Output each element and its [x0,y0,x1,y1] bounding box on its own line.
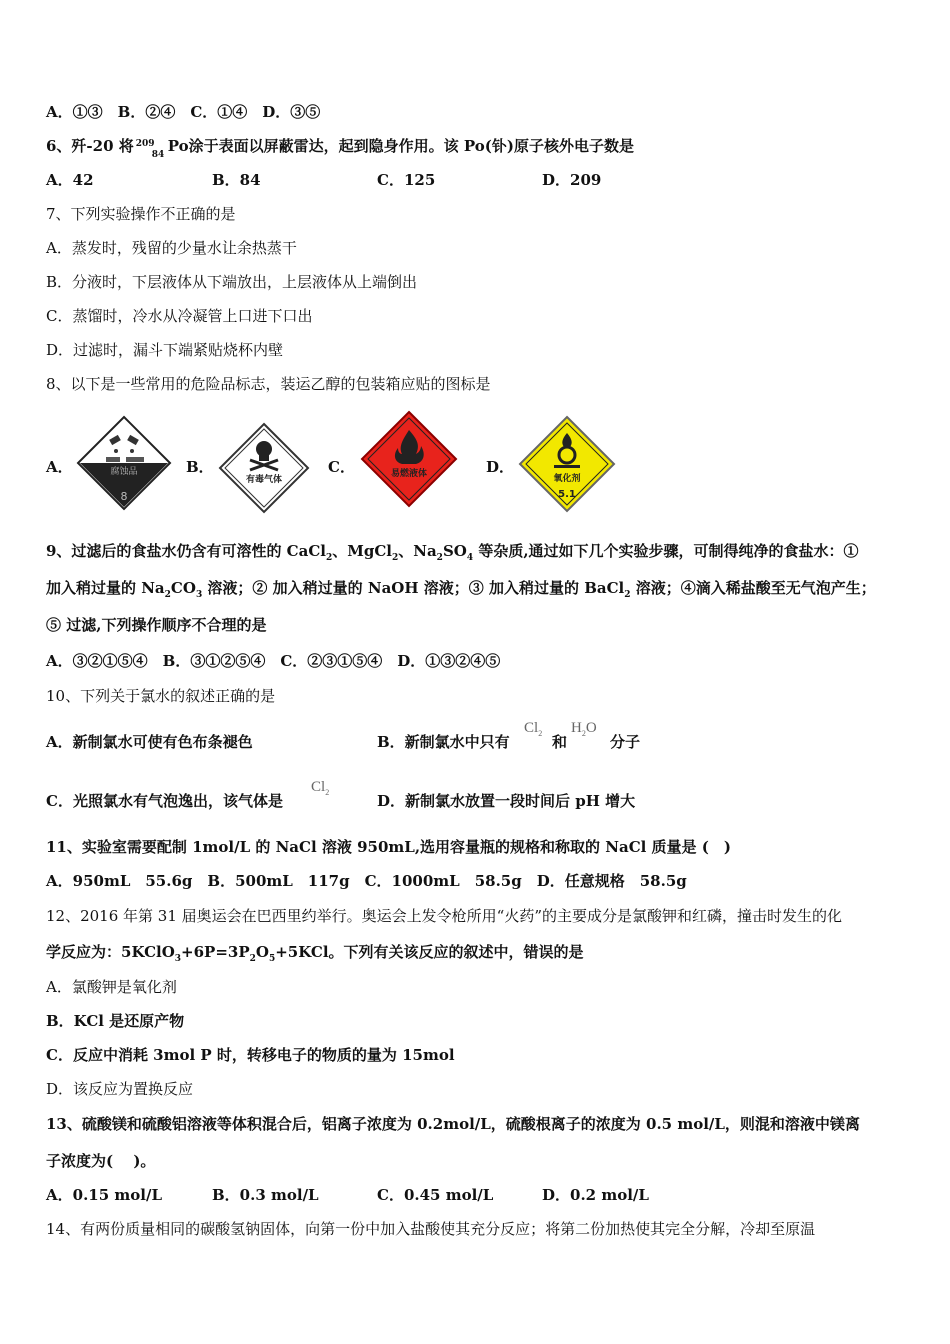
q6-prefix: 6、歼-20 将 [46,137,134,155]
q13-option-a: A．0.15 mol/L [46,1186,162,1204]
q9-options: A．③②①⑤④ B．③①②⑤④ C．②③①⑤④ D．①③②④⑤ [46,652,501,670]
q11-options: A．950mL 55.6g B．500mL 117g C．1000mL 58.5g D．任意规格 58.5g [46,872,687,890]
q13-option-d: D．0.2 mol/L [542,1186,649,1204]
q12-line-2: 学反应为：$5KClO_3+6P=3P_2O_5+5KCl$。下列有关该反应的叙述中，错误的是 [46,943,584,964]
q13-option-c: C．0.45 mol/L [377,1186,494,1204]
q8-stem: 8、以下是一些常用的危险品标志，装运乙醇的包装箱应贴的图标是 [46,375,491,393]
q7-option-b: B．分液时，下层液体从下端放出，上层液体从上端倒出 [46,273,418,291]
oxidizer-sign-number: 5.1 [558,489,576,500]
q10-b-cl2: $Cl_2$ [524,720,543,738]
q10-option-d: D．新制氯水放置一段时间后 pH 增大 [377,792,636,810]
flammable-liquid-sign-text: 易燃液体 [390,469,428,479]
q13-line-1: 13、硫酸镁和硫酸铝溶液等体积混合后，铝离子浓度为 0.2mol/L，硫酸根离子的浓度为 0.5 mol/L，则混和溶液中镁离 [46,1115,860,1133]
q6-atomic-number: 84 [151,150,165,160]
q6-suffix: 涂于表面以屏蔽雷达，起到隐身作用。该 Po(钋)原子核外电子数是 [188,137,634,155]
q12-option-d: D．该反应为置换反应 [46,1080,194,1098]
q13-option-b: B．0.3 mol/L [212,1186,319,1204]
q10-c-cl2: $Cl_2$ [311,779,330,797]
q12-line-1: 12、2016 年第 31 届奥运会在巴西里约举行。奥运会上发令枪所用“火药”的主要成分是氯酸钾和红磷，撞击时发生的化 [46,907,842,925]
q10-option-b-prefix: B．新制氯水中只有 [377,733,510,751]
q6-mass-number: 209 [135,139,155,149]
q8-label-b: B． [186,458,214,476]
q9-line-2: 加入稍过量的 $Na_2CO_3$ 溶液；② 加入稍过量的 NaOH 溶液；③ 加入稍过量的 BaCl$_2$ 溶液；④滴入稀盐酸至无气泡产生； [46,579,876,600]
q9-line-3: ⑤ 过滤,下列操作顺序不合理的是 [46,616,267,634]
q8-label-c: C． [328,458,355,476]
q9-line-1: 9、过滤后的食盐水仍含有可溶性的 CaCl$_2$、MgCl$_2$、$Na_2SO_4$ 等杂质,通过如下几个实验步骤，可制得纯净的食盐水：① [46,542,859,563]
corrosive-sign-number: 8 [120,490,128,503]
q7-option-d: D．过滤时，漏斗下端紧贴烧杯内壁 [46,341,284,359]
q10-option-a: A．新制氯水可使有色布条褪色 [46,733,253,751]
q6-option-a: A．42 [46,171,94,189]
q14-line-1: 14、有两份质量相同的碳酸氢钠固体，向第一份中加入盐酸使其充分反应；将第二份加热使其完全分解，冷却至原温 [46,1220,816,1238]
q12-option-b: B．KCl 是还原产物 [46,1012,185,1030]
corrosive-sign [76,415,172,511]
q11-stem: 11、实验室需要配制 1mol/L 的 NaCl 溶液 950mL,选用容量瓶的规格和称取的 NaCl 质量是 ( ) [46,838,731,856]
q13-line-2: 子浓度为( )。 [46,1152,156,1170]
corrosive-sign-text: 腐蚀品 [110,467,138,477]
q10-b-h2o: $H_2O$ [571,720,597,738]
q10-stem: 10、下列关于氯水的叙述正确的是 [46,687,276,705]
q6-option-d: D．209 [542,171,602,189]
q12-option-a: A．氯酸钾是氧化剂 [46,978,177,996]
q6-option-b: B．84 [212,171,261,189]
toxic-gas-sign-text: 有毒气体 [245,475,283,485]
q6-nuclide [134,136,168,160]
q6-element: Po [167,137,189,155]
oxidizer-sign-text: 氧化剂 [553,474,581,484]
toxic-gas-sign [218,422,310,514]
q6-stem [46,136,634,160]
q7-option-c: C．蒸馏时，冷水从冷凝管上口进下口出 [46,307,313,325]
q10-option-b-suffix: 分子 [610,733,641,751]
q6-option-c: C．125 [377,171,436,189]
q12-option-c: C．反应中消耗 3mol P 时，转移电子的物质的量为 15mol [46,1046,455,1064]
q10-option-b-and: 和 [552,733,568,751]
q7-option-a: A．蒸发时，残留的少量水让余热蒸干 [46,239,297,257]
flammable-liquid-sign [360,410,458,508]
q8-label-a: A． [46,458,73,476]
q5-options: A．①③ B．②④ C．①④ D．③⑤ [46,103,321,121]
q7-stem: 7、下列实验操作不正确的是 [46,205,236,223]
oxidizer-sign [518,415,616,513]
q8-label-d: D． [486,458,515,476]
q10-option-c: C．光照氯水有气泡逸出，该气体是 [46,792,283,810]
